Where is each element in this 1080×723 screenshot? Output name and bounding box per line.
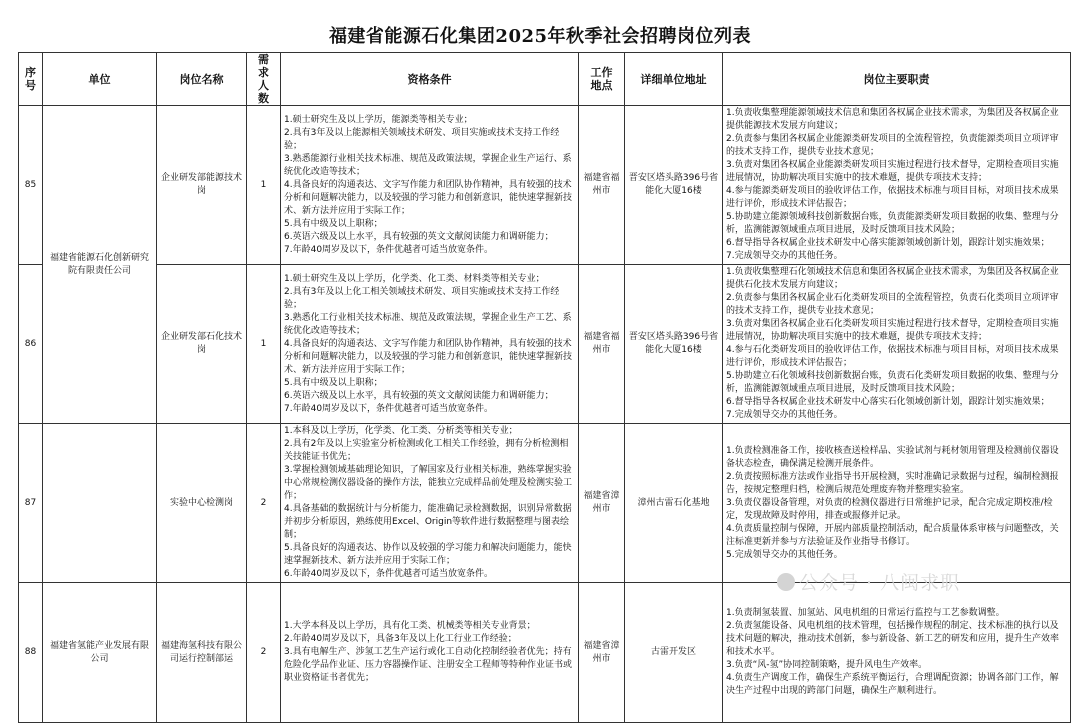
header-unit: 单位 — [43, 53, 157, 106]
duty-line: 3.负责对集团各权属企业能源类研发项目实施过程进行技术督导，定期检查项目实施进展情况，协助解决项目实施中的技术难题，提供专项技术支持； — [726, 160, 1059, 183]
header-location: 工作地点 — [579, 53, 625, 106]
qualification-cell — [281, 265, 579, 424]
location-cell: 福建省漳州市 — [579, 424, 625, 583]
qualification-line: 2.具有3年及以上化工相关领域技术研发、项目实施或技术支持工作经验； — [284, 286, 560, 310]
header-duty: 岗位主要职责 — [723, 53, 1071, 106]
duty-line: 1.负责收集整理能源领域技术信息和集团各权属企业技术需求，为集团及各权属企业提供能源技术发展方向建议； — [726, 108, 1059, 131]
position-cell: 福建海氢科技有限公司运行控制部运 — [157, 583, 247, 723]
row-no: 88 — [19, 583, 43, 723]
qualification-line: 7.年龄40周岁及以下，条件优越者可适当放宽条件。 — [284, 244, 494, 255]
qualification-line: 3.熟悉能源行业相关技术标准、规范及政策法规，掌握企业生产运行、系统优化改造等技术； — [284, 153, 572, 177]
qualification-line: 2.具有2年及以上实验室分析检测或化工相关工作经验，拥有分析检测相关技能证书优先； — [284, 439, 569, 462]
watermark — [777, 568, 960, 595]
duty-line: 4.参与石化类研发项目的验收评估工作，依据技术标准与项目目标，对项目技术成果进行评价，形成技术评估报告； — [726, 345, 1059, 368]
duty-cell — [723, 106, 1071, 265]
duty-line: 1.负责检测准备工作，接收核查送检样品、实验试剂与耗材领用管理及检测前仪器设备状态检查，确保满足检测开展条件。 — [726, 445, 1059, 469]
unit-cell — [43, 424, 157, 583]
qualification-line: 4.具备良好的沟通表达、文字写作能力和团队协作精神，具有较强的技术分析和问题解决能力，以及较强的学习能力和创新意识，能快速掌握新技术、新方法并应用于实际工作； — [284, 179, 573, 216]
qualification-line: 6.英语六级及以上水平，具有较强的英文文献阅读能力和调研能力； — [284, 231, 554, 242]
qualification-line: 7.年龄40周岁及以下，条件优越者可适当放宽条件。 — [284, 403, 494, 414]
position-cell: 实验中心检测岗 — [157, 424, 247, 583]
duty-line: 4.参与能源类研发项目的验收评估工作，依据技术标准与项目目标，对项目技术成果进行评价，形成技术评估报告； — [726, 186, 1059, 209]
duty-line: 7.完成领导交办的其他任务。 — [726, 410, 843, 420]
header-qualification: 资格条件 — [281, 53, 579, 106]
location-cell: 福建省漳州市 — [579, 583, 625, 723]
duty-line: 2.负责参与集团各权属企业石化类研发项目的全流程管控，负责石化类项目立项评审的技术支持工作，提供专业技术意见； — [726, 293, 1059, 316]
table-row — [19, 424, 1071, 583]
qualification-line: 1.硕士研究生及以上学历，化学类、化工类、材料类等相关专业； — [284, 273, 545, 284]
address-cell: 漳州古雷石化基地 — [625, 424, 723, 583]
duty-line: 4.负责质量控制与保障，开展内部质量控制活动，配合质量体系审核与问题整改，关注标准更新并参与方法验证及作业指导书修订。 — [726, 523, 1059, 547]
watermark-text: 公众号 · 八闽求职 — [799, 572, 961, 594]
header-no: 序号 — [19, 53, 43, 106]
duty-line: 3.负责对集团各权属企业石化类研发项目实施过程进行技术督导，定期检查项目实施进展情况，协助解决项目实施中的技术难题，提供专项技术支持； — [726, 319, 1059, 342]
table-row — [19, 106, 1071, 265]
row-no: 85 — [19, 106, 43, 265]
address-cell: 古雷开发区 — [625, 583, 723, 723]
qualification-line: 2.具有3年及以上能源相关领域技术研发、项目实施或技术支持工作经验； — [284, 127, 560, 151]
qualification-cell — [281, 424, 579, 583]
wechat-icon — [777, 573, 795, 591]
table-row — [19, 583, 1071, 723]
header-address: 详细单位地址 — [625, 53, 723, 106]
duty-line: 5.协助建立石化领域科技创新数据台账，负责石化类研发项目数据的收集、整理与分析，监测能源领域重点项目进展，及时反馈项目技术风险； — [726, 371, 1059, 394]
qualification-line: 6.英语六级及以上水平，具有较强的英文文献阅读能力和调研能力； — [284, 390, 554, 401]
qualification-line: 1.大学本科及以上学历，具有化工类、机械类等相关专业背景； — [284, 621, 536, 631]
duty-line: 3.负责“风-氢”协同控制策略，提升风电生产效率。 — [726, 660, 928, 670]
duty-line: 4.负责生产调度工作，确保生产系统平衡运行，合理调配资源；协调各部门工作，解决生产过程中出现的跨部门问题，确保生产顺利进行。 — [726, 673, 1059, 696]
location-cell: 福建省福州市 — [579, 265, 625, 424]
unit-cell: 福建省能源石化创新研究院有限责任公司 — [43, 106, 157, 424]
qualification-line: 5.具备良好的沟通表达、协作以及较强的学习能力和解决问题能力，能快速掌握新技术、新方法并应用于实际工作； — [284, 543, 572, 566]
unit-cell: 福建省氢能产业发展有限公司 — [43, 583, 157, 723]
header-position: 岗位名称 — [157, 53, 247, 106]
qualification-line: 1.硕士研究生及以上学历，能源类等相关专业； — [284, 114, 473, 125]
duty-cell — [723, 265, 1071, 424]
header-count: 需求人数 — [247, 53, 281, 106]
duty-cell — [723, 583, 1071, 723]
row-no: 86 — [19, 265, 43, 424]
duty-line: 6.督导指导各权属企业技术研发中心落实能源领域创新计划，跟踪计划实施效果； — [726, 238, 1050, 248]
qualification-line: 5.具有中级及以上职称； — [284, 218, 383, 229]
duty-line: 2.负责氢能设备、风电机组的技术管理，包括操作规程的制定、技术标准的执行以及技术问题的解决，推动技术创新，参与新设备、新工艺的研发和应用，提升生产效率和技术水平。 — [726, 621, 1060, 657]
qualification-line: 1.本科及以上学历，化学类、化工类、分析类等相关专业； — [284, 426, 518, 436]
table-row — [19, 265, 1071, 424]
qualification-line: 4.具备基础的数据统计与分析能力，能准确记录检测数据，识别异常数据并初步分析原因，熟练使用Excel、Origin等软件进行数据整理与图表绘制； — [284, 504, 572, 540]
page-title: 福建省能源石化集团2025年秋季社会招聘岗位列表 — [328, 26, 752, 47]
duty-line: 2.负责按照标准方法或作业指导书开展检测，实时准确记录数据与过程，编制检测报告，按规定整理归档，检测后规范处理废弃物并整理实验室。 — [726, 471, 1059, 495]
duty-line: 1.负责制氢装置、加氢站、风电机组的日常运行监控与工艺参数调整。 — [726, 608, 1005, 618]
position-cell: 企业研发部石化技术岗 — [157, 265, 247, 424]
duty-line: 7.完成领导交办的其他任务。 — [726, 251, 843, 261]
qualification-cell — [281, 583, 579, 723]
duty-line: 2.负责参与集团各权属企业能源类研发项目的全流程管控，负责能源类项目立项评审的技术支持工作，提供专业技术意见； — [726, 134, 1059, 157]
position-cell: 企业研发部能源技术岗 — [157, 106, 247, 265]
duty-line: 1.负责收集整理石化领域技术信息和集团各权属企业技术需求，为集团及各权属企业提供石化技术发展方向建议； — [726, 267, 1059, 290]
qualification-line: 3.熟悉化工行业相关技术标准、规范及政策法规，掌握企业生产工艺、系统优化改造等技术； — [284, 312, 572, 336]
duty-cell — [723, 424, 1071, 583]
count-cell: 1 — [247, 265, 281, 424]
qualification-line: 6.年龄40周岁及以下，条件优越者可适当放宽条件。 — [284, 569, 494, 579]
duty-line: 5.协助建立能源领域科技创新数据台账，负责能源类研发项目数据的收集、整理与分析，监测能源领域重点项目进展，及时反馈项目技术风险； — [726, 212, 1059, 235]
count-cell: 1 — [247, 106, 281, 265]
address-cell: 晋安区塔头路396号省能化大厦16楼 — [625, 265, 723, 424]
qualification-line: 2.年龄40周岁及以下，具备3年及以上化工行业工作经验； — [284, 634, 517, 644]
table-header-row — [19, 53, 1071, 106]
duty-line: 5.完成领导交办的其他任务。 — [726, 549, 843, 560]
duty-line: 3.负责仪器设备管理，对负责的检测仪器进行日常维护记录，配合完成定期校准/检定，发现故障及时停用，排查或报修并记录。 — [726, 497, 1053, 521]
duty-line: 6.督导指导各权属企业技术研发中心落实石化领域创新计划，跟踪计划实施效果； — [726, 397, 1050, 407]
qualification-line: 3.掌握检测领域基础理论知识，了解国家及行业相关标准，熟练掌握实验中心常规检测仪器设备的操作方法，能独立完成样品前处理及检测实验工作； — [284, 465, 573, 501]
qualification-line: 3.具有电解生产、涉氢工艺生产运行或化工自动化控制经验者优先；持有危险化学品作业证、压力容器操作证、注册安全工程师等特种作业证书或职业资格证书者优先； — [284, 647, 573, 683]
row-no: 87 — [19, 424, 43, 583]
job-table — [18, 52, 1071, 723]
location-cell: 福建省福州市 — [579, 106, 625, 265]
address-cell: 晋安区塔头路396号省能化大厦16楼 — [625, 106, 723, 265]
qualification-cell — [281, 106, 579, 265]
qualification-line: 5.具有中级及以上职称； — [284, 377, 383, 388]
count-cell: 2 — [247, 424, 281, 583]
count-cell: 2 — [247, 583, 281, 723]
qualification-line: 4.具备良好的沟通表达、文字写作能力和团队协作精神，具有较强的技术分析和问题解决能力，以及较强的学习能力和创新意识，能快速掌握新技术、新方法并应用于实际工作； — [284, 338, 573, 375]
